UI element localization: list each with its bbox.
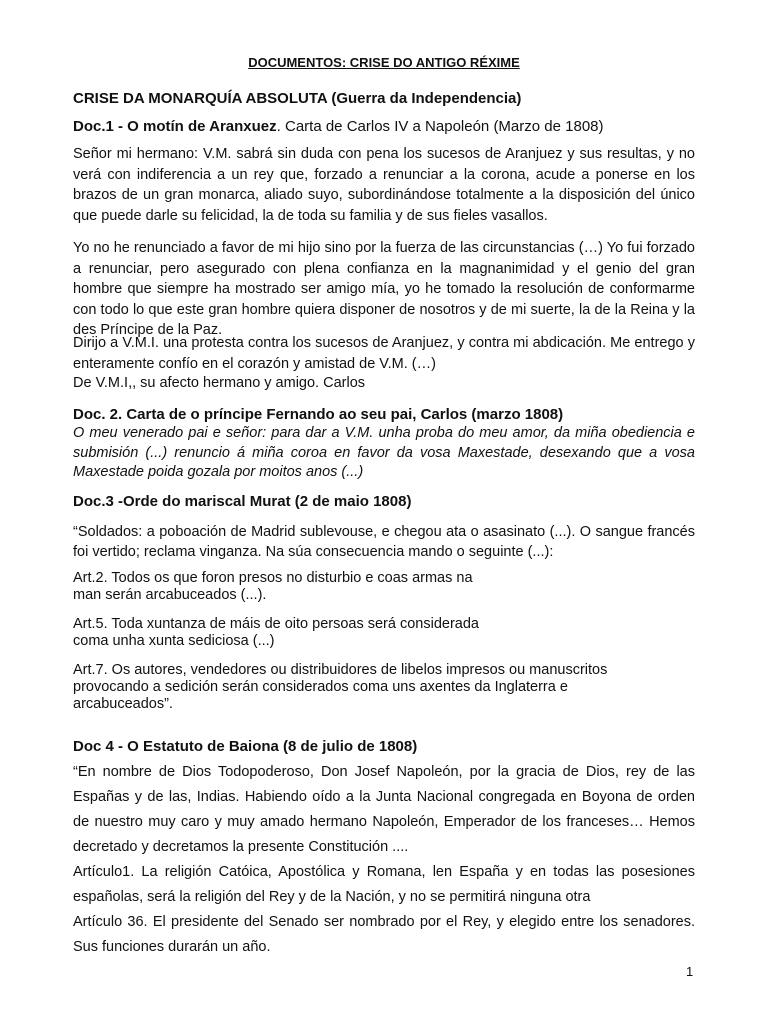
doc3-article-2-line-1: Art.2. Todos os que foron presos no disturbio e coas armas na (73, 570, 473, 586)
doc3-article-2-line-2: man serán arcabuceados (...). (73, 587, 267, 603)
doc3-article-2 (73, 570, 473, 604)
doc3-article-7-line-3: arcabuceados”. (73, 696, 173, 712)
doc3-article-7 (73, 662, 607, 713)
doc1-paragraph-2: Yo no he renunciado a favor de mi hijo sino por la fuerza de las circunstancias (…) Yo fui forzado a renunciar, pero asegurado con plena confianza en la magnanimidad y el genio del gran hombre que siempre ha mostrado ser amigo mía, yo he tomado la resolución de conformarme con todo lo que este gran hombre quiera disponer de nosotros y de mi suerte, la de la Reina y la des Príncipe de la Paz. (73, 240, 695, 338)
doc3-article-5-line-1: Art.5. Toda xuntanza de máis de oito persoas será considerada (73, 616, 479, 632)
doc3-heading: Doc.3 -Orde do mariscal Murat (2 de maio 1808) (73, 493, 412, 510)
doc3-article-7-line-1: Art.7. Os autores, vendedores ou distribuidores de libelos impresos ou manuscritos (73, 662, 608, 678)
doc1-heading-rest: . Carta de Carlos IV a Napoleón (Marzo de 1808) (276, 118, 604, 135)
doc1-paragraph-3: Dirijo a V.M.I. una protesta contra los sucesos de Aranjuez, y contra mi abdicación. Me entrego y enteramente confío en el corazón y amistad de V.M. (…) (73, 335, 695, 372)
section-heading: CRISE DA MONARQUÍA ABSOLUTA (Guerra da Independencia) (73, 90, 522, 107)
doc3-article-7-line-2: provocando a sedición serán considerados coma uns axentes da Inglaterra e (73, 679, 568, 695)
doc1-heading (73, 118, 604, 135)
page-number: 1 (686, 964, 694, 979)
doc4-paragraph-2: Artículo1. La religión Catóica, Apostólica y Romana, len España y en todas las posesiones españolas, será la religión del Rey y de la Nación, y no se permitirá ninguna otra (73, 864, 695, 905)
doc2-heading: Doc. 2. Carta de o príncipe Fernando ao seu pai, Carlos (marzo 1808) (73, 406, 564, 423)
doc1-heading-bold: Doc.1 - O motín de Aranxuez (73, 118, 277, 135)
doc4-paragraph-3: Artículo 36. El presidente del Senado ser nombrado por el Rey, y elegido entre los senadores. Sus funciones durarán un año. (73, 914, 695, 955)
doc1-signature: De V.M.I,, su afecto hermano y amigo. Carlos (73, 375, 366, 391)
doc3-article-5 (73, 616, 479, 650)
doc3-paragraph: “Soldados: a poboación de Madrid sublevouse, e chegou ata o asasinato (...). O sangue francés foi vertido; reclama vinganza. Na súa consecuencia mando o seguinte (...): (73, 524, 695, 560)
doc1-paragraph-1: Señor mi hermano: V.M. sabrá sin duda con pena los sucesos de Aranjuez y sus resultas, y no verá con indiferencia a un rey que, forzado a renunciar a la corona, acude a ponerse en los brazos de un gran monarca, aliado suyo, subordinándose totalmente a la disposición del único que puede darle su felicidad, la de toda su familia y de sus fieles vasallos. (73, 146, 695, 224)
doc4-heading: Doc 4 - O Estatuto de Baiona (8 de julio de 1808) (73, 738, 418, 755)
doc2-paragraph: O meu venerado pai e señor: para dar a V.M. unha proba do meu amor, da miña obediencia e submisión (...) renuncio á miña coroa en favor da vosa Maxestade, desexando que a vosa Maxestade poida gozala por moitos anos (...) (73, 425, 695, 480)
doc4-paragraph-1: “En nombre de Dios Todopoderoso, Don Josef Napoleón, por la gracia de Dios, rey de las Españas y de las, Indias. Habiendo oído a la Junta Nacional congregada en Boyona de orden de nuestro muy caro y muy amado hermano Napoleón, Emperador de los franceses… Hemos decretado y decretamos la presente Constitución .... (73, 764, 695, 855)
doc3-article-5-line-2: coma unha xunta sediciosa (...) (73, 633, 275, 649)
document-title: DOCUMENTOS: CRISE DO ANTIGO RÉXIME (248, 55, 520, 70)
